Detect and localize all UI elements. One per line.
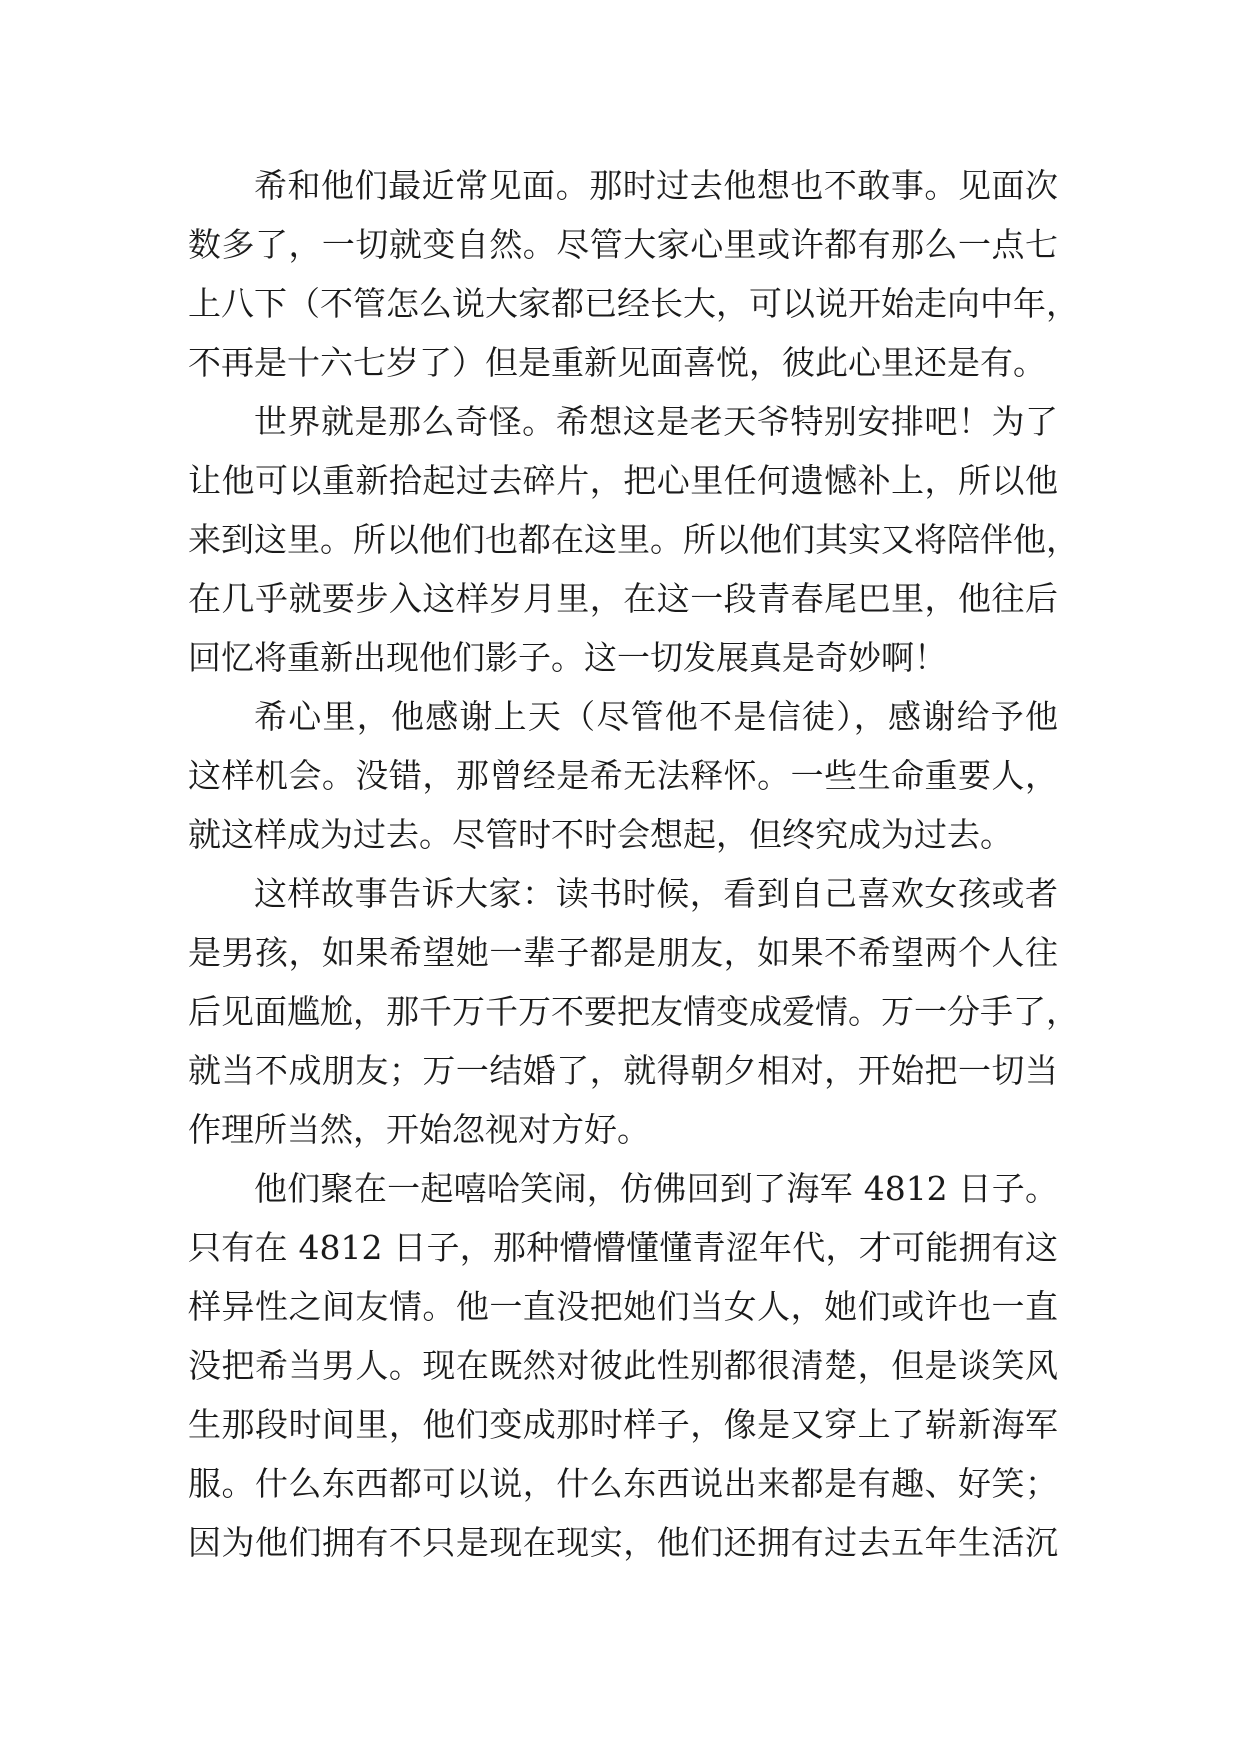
text-line: 他们聚在一起嘻哈笑闹，仿佛回到了海军 4812 日子。 [254, 1169, 1058, 1208]
text-line: 只有在 4812 日子，那种懵懵懂懂青涩年代，才可能拥有这 [188, 1228, 1058, 1267]
text-line: 数多了，一切就变自然。尽管大家心里或许都有那么一点七 [188, 225, 1058, 264]
text-line: 来到这里。所以他们也都在这里。所以他们其实又将陪伴他， [188, 520, 1079, 559]
text-line: 在几乎就要步入这样岁月里，在这一段青春尾巴里，他往后 [188, 579, 1058, 618]
text-line: 让他可以重新拾起过去碎片，把心里任何遗憾补上，所以他 [188, 461, 1058, 500]
text-line: 希心里，他感谢上天（尽管他不是信徒），感谢给予他 [254, 697, 1058, 736]
text-line: 因为他们拥有不只是现在现实，他们还拥有过去五年生活沉 [188, 1523, 1058, 1562]
text-line: 样异性之间友情。他一直没把她们当女人，她们或许也一直 [188, 1287, 1058, 1326]
text-line: 回忆将重新出现他们影子。这一切发展真是奇妙啊！ [188, 638, 947, 677]
text-line: 后见面尴尬，那千万千万不要把友情变成爱情。万一分手了， [188, 992, 1079, 1031]
text-line: 就当不成朋友；万一结婚了，就得朝夕相对，开始把一切当 [188, 1051, 1058, 1090]
text-line: 上八下（不管怎么说大家都已经长大，可以说开始走向中年， [188, 284, 1079, 323]
text-line: 是男孩，如果希望她一辈子都是朋友，如果不希望两个人往 [188, 933, 1058, 972]
text-line: 希和他们最近常见面。那时过去他想也不敢事。见面次 [254, 166, 1058, 205]
text-line: 这样故事告诉大家：读书时候，看到自己喜欢女孩或者 [254, 874, 1058, 913]
text-line: 就这样成为过去。尽管时不时会想起，但终究成为过去。 [188, 815, 1013, 854]
text-line: 不再是十六七岁了）但是重新见面喜悦，彼此心里还是有。 [188, 343, 1046, 382]
text-line: 没把希当男人。现在既然对彼此性别都很清楚，但是谈笑风 [188, 1346, 1058, 1385]
text-line: 生那段时间里，他们变成那时样子，像是又穿上了崭新海军 [188, 1405, 1058, 1444]
body-text [188, 156, 1079, 1572]
text-line: 这样机会。没错，那曾经是希无法释怀。一些生命重要人， [188, 756, 1058, 795]
text-line: 服。什么东西都可以说，什么东西说出来都是有趣、好笑； [188, 1464, 1058, 1503]
text-line: 作理所当然，开始忽视对方好。 [188, 1110, 650, 1149]
text-line: 世界就是那么奇怪。希想这是老天爷特别安排吧！为了 [254, 402, 1058, 441]
